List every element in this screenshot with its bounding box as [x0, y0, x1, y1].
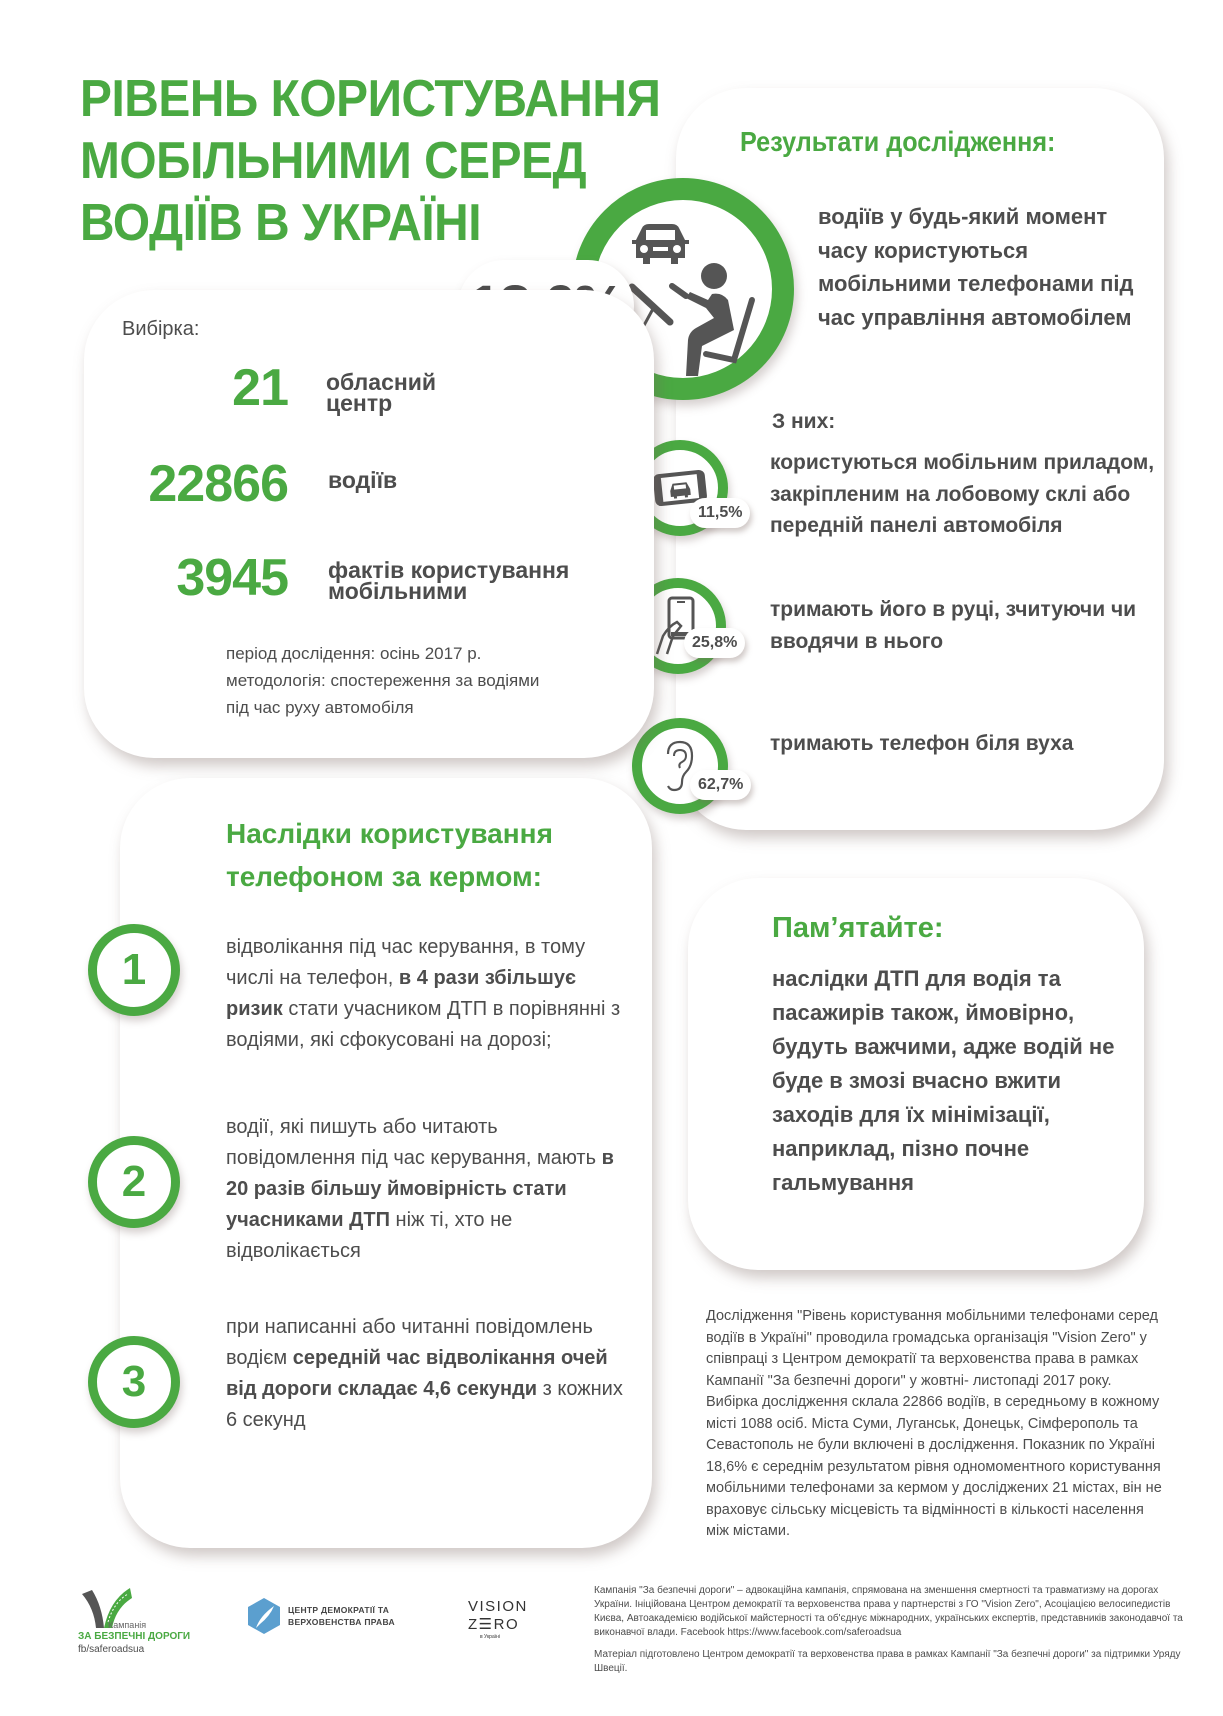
percent-badge: 11,5% [690, 498, 750, 528]
stat-number-cities: 21 [232, 359, 288, 417]
stat-label-drivers [328, 467, 398, 493]
cdvp-line: ВЕРХОВЕНСТВА ПРАВА [288, 1617, 395, 1627]
of-them-label: З них: [772, 410, 836, 433]
main-stat-description: водіїв у будь-який момент часу користуються мобільними телефонами під час управління автомобілем [818, 204, 1134, 330]
text-part: з кожних 6 секунд [226, 1378, 623, 1431]
remember-heading: Пам’ятайте: [772, 912, 944, 944]
cdvp-logo [248, 1598, 395, 1634]
sample-notes [226, 640, 539, 721]
stat-number-facts: 3945 [176, 549, 288, 607]
study-period: період дослідення: осінь 2017 р. [226, 644, 482, 663]
text-part: водії, які пишуть або читають повідомлення під час керування, мають [226, 1116, 602, 1169]
vision-zero-logo [468, 1598, 528, 1640]
consequence-text-3 [226, 1312, 626, 1436]
footer-text [594, 1584, 1184, 1684]
stat-label-line: фактів користування [328, 557, 570, 583]
support-note: Матеріал підготовлено Центром демократії та верховенства права в рамках Кампанії "За безпечні дороги" за підтримки Уряду Швеції. [594, 1649, 1181, 1674]
percent-badge: 25,8% [684, 628, 745, 658]
study-note: Дослідження "Рівень користування мобільними телефонами серед водіїв в Україні" проводила громадська організація "Vision Zero" у співпраці з Центром демократії та верховенства права в рамках Кампанії "За безпечні дороги" у жовтні- листопаді 2017 року. Вибірка дослідження склала 22866 водіїв, в середньому в кожному місті 1088 осіб. Міста Суми, Луганськ, Донецьк, Сімферополь та Севастополь не були включені в дослідження. Показник по Україні 18,6% є середнім результатом рівня одномоментного користування мобільними телефонами за кермом у досліджених 21 містах, він не враховує сільську місцевість та відмінності в кількості населення між містами. [706, 1308, 1162, 1539]
text-part: при написанні або читанні повідомлень водієм [226, 1316, 593, 1369]
number-badge-1: 1 [88, 924, 180, 1016]
stat-label-facts [328, 557, 570, 604]
safe-roads-logo [78, 1586, 198, 1656]
sample-label: Вибірка: [122, 318, 200, 340]
stat-label-line: обласний [326, 369, 437, 395]
vz-sub: в Україні [480, 1634, 501, 1640]
title-line: РІВЕНЬ КОРИСТУВАННЯ [80, 70, 661, 128]
vz-line: Z☰RO [468, 1616, 520, 1633]
campaign-description: Кампанія "За безпечні дороги" – адвокаційна кампанія, спрямована на зменшення смертності та травматизму на дорогах України. Ініційована Центром демократії та верховенства права у партнерстві з ГО "Vision Zero", Асоціацією велосипедистів Києва, Автоакадемією водійської майстерності та об'єднує міжнародних, українських експертів, представників законодавчої та виконавчої влади. Facebook https://www.facebook.com/saferoadsua [594, 1585, 1183, 1638]
text-part: ніж ті, хто не відволікається [226, 1209, 513, 1262]
text-part-bold: в 20 разів більшу ймовірність стати учасниками ДТП [226, 1147, 614, 1231]
consequence-text-1 [226, 932, 626, 1056]
car-icon [632, 224, 689, 264]
cdvp-line: ЦЕНТР ДЕМОКРАТІЇ ТА [288, 1605, 390, 1615]
text-part: відволікання під час керування, в тому числі на телефон, [226, 936, 586, 989]
safe-roads-facebook-link[interactable]: fb/saferoadsua [78, 1644, 145, 1655]
methodology-line: під час руху автомобіля [226, 698, 414, 717]
methodology-line: методологія: спостереження за водіями [226, 671, 540, 690]
stat-label-line: центр [326, 390, 393, 416]
page-title [80, 68, 661, 254]
remember-text: наслідки ДТП для водія та пасажирів також, ймовірно, будуть важчими, адже водій не буде в змозі вчасно вжити заходів для їх мінімізації, наприклад, пізно почне гальмування [772, 966, 1115, 1195]
consequence-text-2 [226, 1112, 626, 1267]
percent-badge: 62,7% [690, 770, 751, 800]
text-part-bold: в 4 рази збільшує ризик [226, 967, 577, 1020]
text-part-bold: середній час відволікання очей від дороги складає 4,6 секунди [226, 1347, 608, 1400]
vz-line: VISION [468, 1598, 528, 1615]
feather-hexagon-icon [248, 1598, 280, 1634]
results-heading: Результати дослідження: [740, 126, 1056, 157]
number-badge-3: 3 [88, 1336, 180, 1428]
title-line: МОБІЛЬНИМИ СЕРЕД [80, 132, 587, 190]
number-badge-2: 2 [88, 1136, 180, 1228]
heading-line: Наслідки користування [226, 818, 553, 849]
consequences-heading [226, 812, 553, 898]
handheld-phone-text: тримають його в руці, зчитуючи чи вводячи в нього [770, 598, 1137, 653]
windshield-phone-text: користуються мобільним приладом, закріпленим на лобовому склі або передній панелі автомобіля [770, 451, 1155, 537]
title-line: ВОДІЇВ В УКРАЇНІ [80, 194, 482, 252]
ear-phone-text: тримають телефон біля вуха [770, 732, 1074, 755]
stat-number-drivers: 22866 [148, 455, 288, 513]
stat-label-line: мобільними [328, 578, 468, 604]
safe-roads-name: ЗА БЕЗПЕЧНІ ДОРОГИ [78, 1631, 191, 1642]
stat-label-cities [326, 369, 437, 416]
text-part: стати учасником ДТП в порівнянні з водіями, які сфокусовані на дорозі; [226, 998, 621, 1051]
safe-roads-kampania: Кампанія [108, 1620, 147, 1630]
stat-label-line: водіїв [328, 467, 398, 493]
heading-line: телефоном за кермом: [226, 861, 542, 892]
